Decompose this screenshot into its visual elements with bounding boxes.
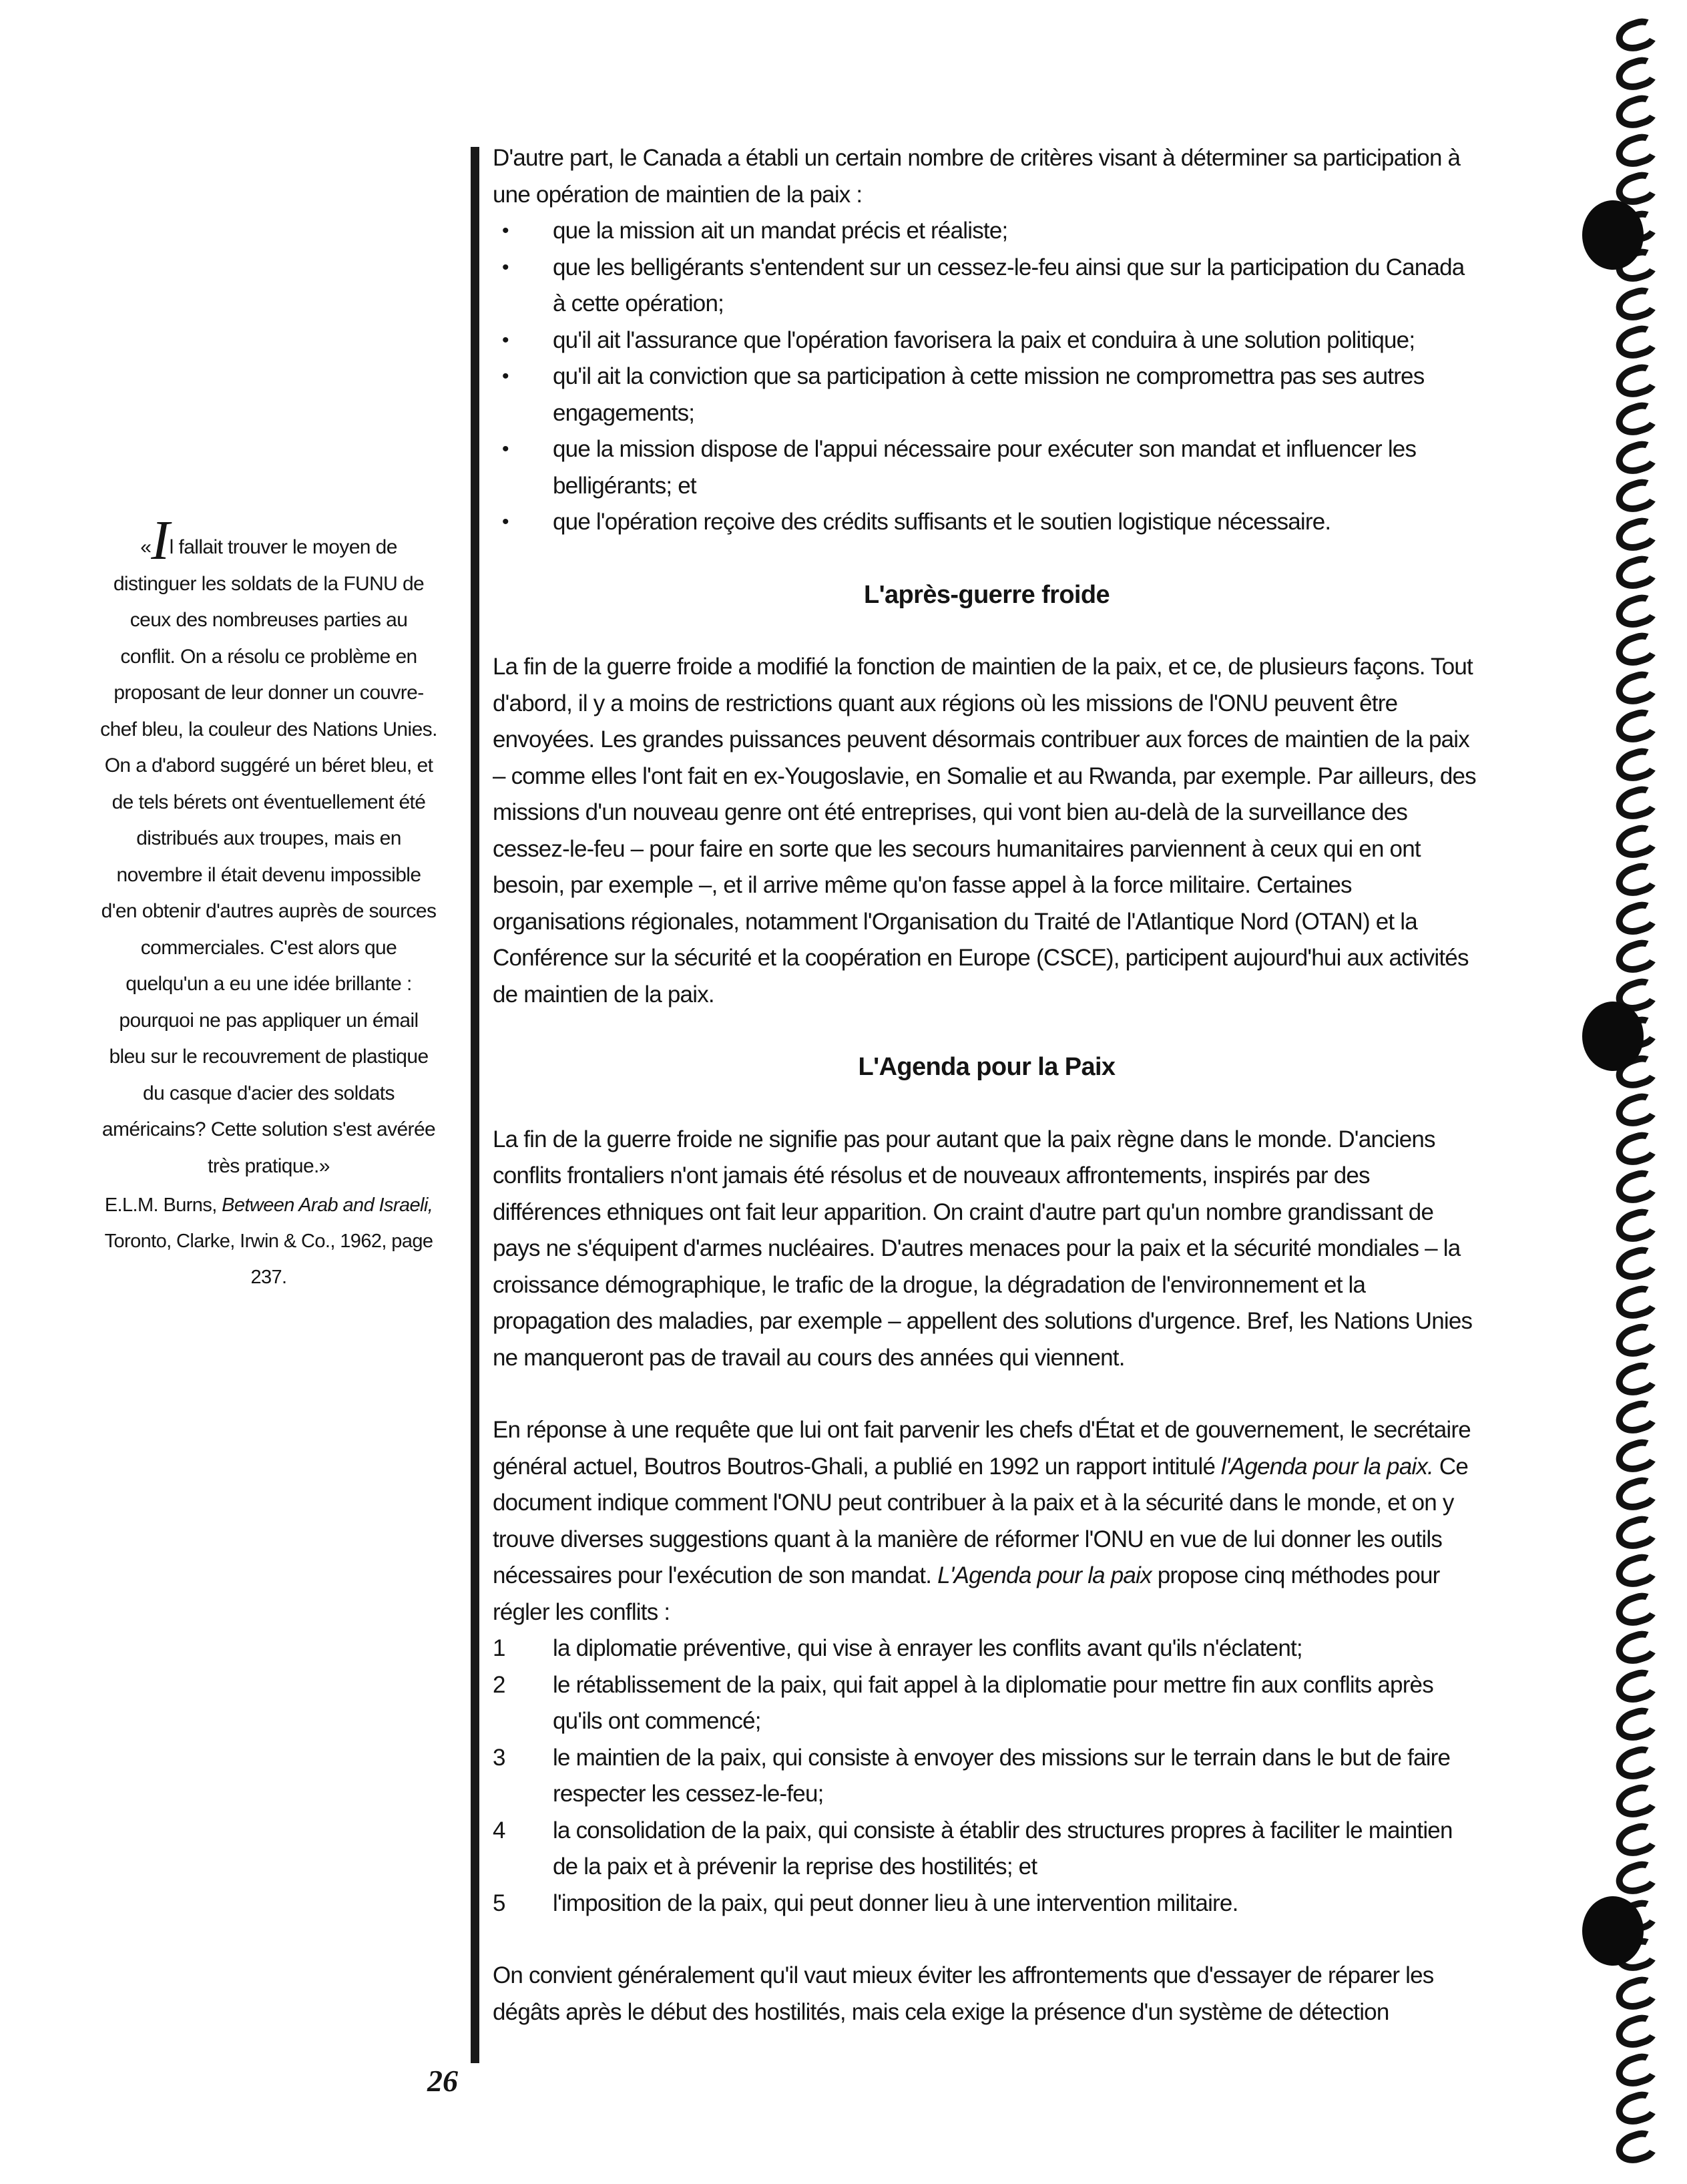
- binding-coil: [1612, 283, 1660, 325]
- binding-coil: [1612, 53, 1660, 95]
- binding-coil: [1612, 513, 1660, 556]
- spacer: [493, 1922, 1481, 1958]
- method-text: le maintien de la paix, qui consiste à envoyer des missions sur le terrain dans le but de faire respecter les cessez-le-feu;: [553, 1744, 1451, 1807]
- binding-coil: [1612, 783, 1660, 825]
- list-item: [493, 1630, 1481, 1667]
- method-number: 4: [493, 1817, 505, 1843]
- agenda-paragraph-1: La fin de la guerre froide ne signifie pas pour autant que la paix règne dans le monde. D'anciens conflits frontaliers n'ont jamais été résolus et de nouveaux affrontements, inspirés par des différences ethniques ont fait leur apparition. On craint d'autre part qu'un nombre grandissant de pays ne s'équipent d'armes nucléaires. D'autres menaces pour la paix et la sécurité mondiales – la croissance démographique, le trafic de la drogue, la dégradation de l'environnement et la propagation des maladies, par exemple – appellent des solutions d'urgence. Bref, les Nations Unies ne manqueront pas de travail au cours des années qui viennent.: [493, 1126, 1473, 1371]
- heading-agenda-for-peace: L'Agenda pour la Paix: [858, 1053, 1116, 1081]
- opening-guillemet: «: [140, 536, 152, 558]
- binding-coil: [1612, 1512, 1660, 1554]
- binding-coil: [1612, 859, 1660, 901]
- bullet-icon: •: [502, 329, 509, 351]
- agenda-text-part: En réponse à une requête que lui ont fait parvenir les chefs d'État et de gouvernement, le secrétaire général actuel, Boutros Boutros-Ghali, a publié en 1992 un rapport intitulé: [493, 1417, 1471, 1480]
- citation-book-title: Between Arab and Israeli,: [222, 1194, 433, 1216]
- main-column: [493, 140, 1481, 2030]
- closing-paragraph: On convient généralement qu'il vaut mieux éviter les affrontements que d'essayer de réparer les dégâts après le début des hostilités, mais cela exige la présence d'un système de détection: [493, 1962, 1434, 2025]
- binding-coil: [1612, 2088, 1660, 2130]
- list-item: [493, 504, 1481, 541]
- criteria-intro: D'autre part, le Canada a établi un certain nombre de critères visant à déterminer sa participation à une opération de maintien de la paix :: [493, 145, 1461, 208]
- binding-coil: [1612, 1320, 1660, 1362]
- bullet-icon: •: [502, 511, 509, 533]
- binding-coil: [1612, 1781, 1660, 1823]
- drop-cap: I: [151, 509, 170, 572]
- binding-coil: [1612, 744, 1660, 786]
- list-item: [493, 1886, 1481, 1922]
- binding-coil: [1612, 897, 1660, 939]
- vertical-rule: [471, 147, 479, 2063]
- binding-coil: [1612, 1588, 1660, 1630]
- binding-coil: [1612, 399, 1660, 441]
- method-number: 5: [493, 1890, 505, 1916]
- method-number: 1: [493, 1635, 505, 1661]
- method-text: l'imposition de la paix, qui peut donner lieu à une intervention militaire.: [553, 1890, 1238, 1916]
- punch-hole: [1582, 1002, 1644, 1071]
- binding-coil: [1612, 590, 1660, 632]
- citation-details: Toronto, Clarke, Irwin & Co., 1962, page 237.: [104, 1231, 433, 1288]
- list-item: [493, 359, 1481, 431]
- list-item: [493, 1667, 1481, 1740]
- binding-coil: [1612, 1397, 1660, 1439]
- binding-coil: [1612, 1205, 1660, 1247]
- post-cold-war-paragraph: La fin de la guerre froide a modifié la fonction de maintien de la paix, et ce, de plusieurs façons. Tout d'abord, il y a moins de restrictions quant aux régions où les missions de l'ONU peuvent être envoyées. Les grandes puissances peuvent désormais contribuer aux forces de maintien de la paix – comme elles l'ont fait en ex-Yougoslavie, en Somalie et au Rwanda, par exemple. Par ailleurs, des missions d'un nouveau genre ont été entreprises, qui vont bien au-delà de la surveillance des cessez-le-feu – pour faire en sorte que les secours humanitaires parviennent à ceux qui en ont besoin, par exemple –, et il arrive même qu'on fasse appel à la force militaire. Certaines organisations régionales, notamment l'Organisation du Traité de l'Atlantique Nord (OTAN) et la Conférence sur la sécurité et la coopération en Europe (CSCE), participent aujourd'hui aux activités de maintien de la paix.: [493, 654, 1476, 1008]
- spacer: [493, 541, 1481, 577]
- spacer: [493, 613, 1481, 649]
- binding-coil: [1612, 1665, 1660, 1707]
- binding-coil: [1612, 1550, 1660, 1592]
- criterion-text: que la mission ait un mandat précis et réaliste;: [553, 218, 1008, 244]
- binding-coil: [1612, 1704, 1660, 1746]
- punch-hole: [1582, 1896, 1644, 1966]
- method-text: la consolidation de la paix, qui consiste à établir des structures propres à faciliter le maintien de la paix et à prévenir la reprise des hostilités; et: [553, 1817, 1453, 1880]
- binding-coil: [1612, 2011, 1660, 2053]
- binding-coil: [1612, 360, 1660, 402]
- list-item: [493, 250, 1481, 322]
- criterion-text: qu'il ait la conviction que sa participation à cette mission ne compromettra pas ses autres engagements;: [553, 363, 1425, 426]
- binding-coil: [1612, 1090, 1660, 1132]
- binding-coil: [1612, 706, 1660, 748]
- spiral-binding: [1576, 0, 1687, 2184]
- quote-citation: [100, 1187, 437, 1295]
- binding-coil: [1612, 2049, 1660, 2091]
- list-item: [493, 322, 1481, 359]
- binding-coil: [1612, 1819, 1660, 1861]
- bullet-icon: •: [502, 365, 509, 387]
- binding-coil: [1612, 437, 1660, 479]
- criterion-text: que la mission dispose de l'appui nécessaire pour exécuter son mandat et influencer les belligérants; et: [553, 436, 1417, 499]
- list-item: [493, 213, 1481, 250]
- list-item: [493, 1813, 1481, 1886]
- spacer: [493, 1376, 1481, 1412]
- methods-list: [493, 1630, 1481, 1922]
- list-item: [493, 431, 1481, 504]
- binding-coil: [1612, 1358, 1660, 1400]
- criteria-list: [493, 213, 1481, 541]
- binding-coil: [1612, 1128, 1660, 1170]
- sidebar-quote: [100, 509, 437, 1295]
- closing-guillemet: »: [318, 1154, 330, 1177]
- quote-text: [100, 509, 437, 1184]
- agenda-title-italic: l'Agenda pour la paix.: [1221, 1453, 1433, 1480]
- binding-coil: [1612, 936, 1660, 978]
- binding-coil: [1612, 1243, 1660, 1285]
- binding-coil: [1612, 2126, 1660, 2168]
- agenda-text-part: propose cinq méthodes pour régler les conflits :: [493, 1562, 1440, 1625]
- binding-coil: [1612, 1281, 1660, 1323]
- binding-coil: [1612, 1858, 1660, 1900]
- spacer: [493, 1086, 1481, 1122]
- criterion-text: qu'il ait l'assurance que l'opération favorisera la paix et conduira à une solution politique;: [553, 326, 1415, 353]
- quote-body: l fallait trouver le moyen de distinguer les soldats de la FUNU de ceux des nombreuses parties au conflit. On a résolu ce problème en proposant de leur donner un couvre-chef bleu, la couleur des Nations Unies. On a d'abord suggéré un béret bleu, et de tels bérets ont éventuellement été distribués aux troupes, mais en novembre il était devenu impossible d'en obtenir d'autres auprès de sources commerciales. C'est alors que quelqu'un a eu une idée brillante : pourquoi ne pas appliquer un émail bleu sur le recouvrement de plastique du casque d'acier des soldats américains? Cette solution s'est avérée très pratique.: [100, 536, 437, 1177]
- binding-coil: [1612, 667, 1660, 709]
- binding-coil: [1612, 1972, 1660, 2014]
- list-item: [493, 1740, 1481, 1813]
- binding-coil: [1612, 1166, 1660, 1209]
- page-number: 26: [427, 2064, 458, 2098]
- binding-coil: [1612, 475, 1660, 517]
- binding-coil: [1612, 130, 1660, 172]
- method-number: 3: [493, 1744, 505, 1771]
- agenda-title-italic: L'Agenda pour la paix: [937, 1562, 1152, 1588]
- heading-post-cold-war: L'après-guerre froide: [863, 580, 1110, 609]
- citation-author: E.L.M. Burns,: [104, 1194, 217, 1216]
- binding-coil: [1612, 1474, 1660, 1516]
- spacer: [493, 1013, 1481, 1049]
- bullet-icon: •: [502, 438, 509, 460]
- agenda-text-part: Ce document indique comment l'ONU peut contribuer à la paix et à la sécurité dans le monde, et on y trouve diverses suggestions quant à la manière de réformer l'ONU en vue de lui donner les outils nécessaires pour l'exécution de son mandat.: [493, 1453, 1469, 1588]
- bullet-icon: •: [502, 256, 509, 278]
- binding-coil: [1612, 1435, 1660, 1477]
- binding-coil: [1612, 629, 1660, 671]
- criterion-text: que les belligérants s'entendent sur un cessez-le-feu ainsi que sur la participation du Canada à cette opération;: [553, 254, 1465, 316]
- agenda-paragraph-2: [493, 1412, 1481, 1630]
- binding-coil: [1612, 15, 1660, 57]
- binding-coil: [1612, 821, 1660, 863]
- criterion-text: que l'opération reçoive des crédits suffisants et le soutien logistique nécessaire.: [553, 509, 1331, 535]
- binding-coil: [1612, 91, 1660, 134]
- binding-coil: [1612, 552, 1660, 594]
- punch-hole: [1582, 200, 1644, 270]
- binding-coil: [1612, 322, 1660, 364]
- method-number: 2: [493, 1671, 505, 1698]
- method-text: la diplomatie préventive, qui vise à enrayer les conflits avant qu'ils n'éclatent;: [553, 1635, 1302, 1661]
- bullet-icon: •: [502, 220, 509, 242]
- binding-coil: [1612, 1742, 1660, 1784]
- method-text: le rétablissement de la paix, qui fait appel à la diplomatie pour mettre fin aux conflits après qu'ils ont commencé;: [553, 1671, 1433, 1734]
- binding-coil: [1612, 1627, 1660, 1669]
